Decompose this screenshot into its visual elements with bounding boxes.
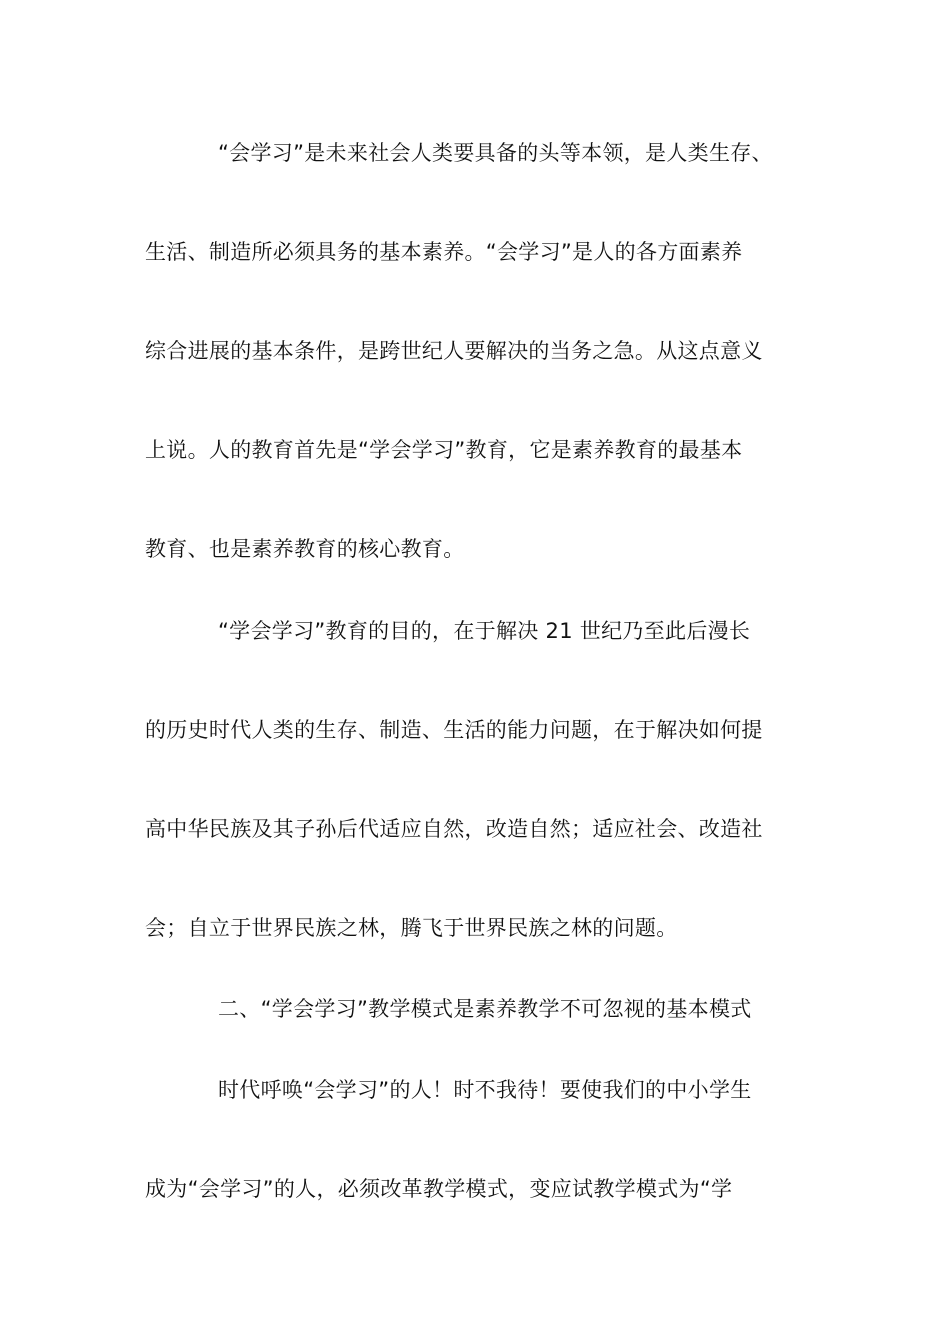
- paragraph-1-line-3: 综合进展的基本条件，是跨世纪人要解决的当务之急。从这点意义: [145, 339, 763, 363]
- paragraph-2-line-4: 会；自立于世界民族之林，腾飞于世界民族之林的问题。: [145, 916, 678, 940]
- paragraph-1-line-1: “会学习”是未来社会人类要具备的头等本领，是人类生存、: [218, 141, 773, 165]
- paragraph-3-line-1: 时代呼唤“会学习”的人！时不我待！要使我们的中小学生: [218, 1078, 752, 1102]
- paragraph-1-line-2: 生活、制造所必须具务的基本素养。“会学习”是人的各方面素养: [145, 240, 743, 264]
- paragraph-2-line-3: 高中华民族及其子孙后代适应自然，改造自然；适应社会、改造社: [145, 817, 763, 841]
- paragraph-1-line-4: 上说。人的教育首先是“学会学习”教育，它是素养教育的最基本: [145, 438, 743, 462]
- paragraph-2-line-1: “学会学习”教育的目的，在于解决 21 世纪乃至此后漫长: [218, 619, 751, 643]
- paragraph-2-line-2: 的历史时代人类的生存、制造、生活的能力问题，在于解决如何提: [145, 718, 763, 742]
- section-heading: 二、“学会学习”教学模式是素养教学不可忽视的基本模式: [218, 997, 752, 1021]
- paragraph-1-line-5: 教育、也是素养教育的核心教育。: [145, 537, 465, 561]
- paragraph-3-line-2: 成为“会学习”的人，必须改革教学模式，变应试教学模式为“学: [145, 1177, 733, 1201]
